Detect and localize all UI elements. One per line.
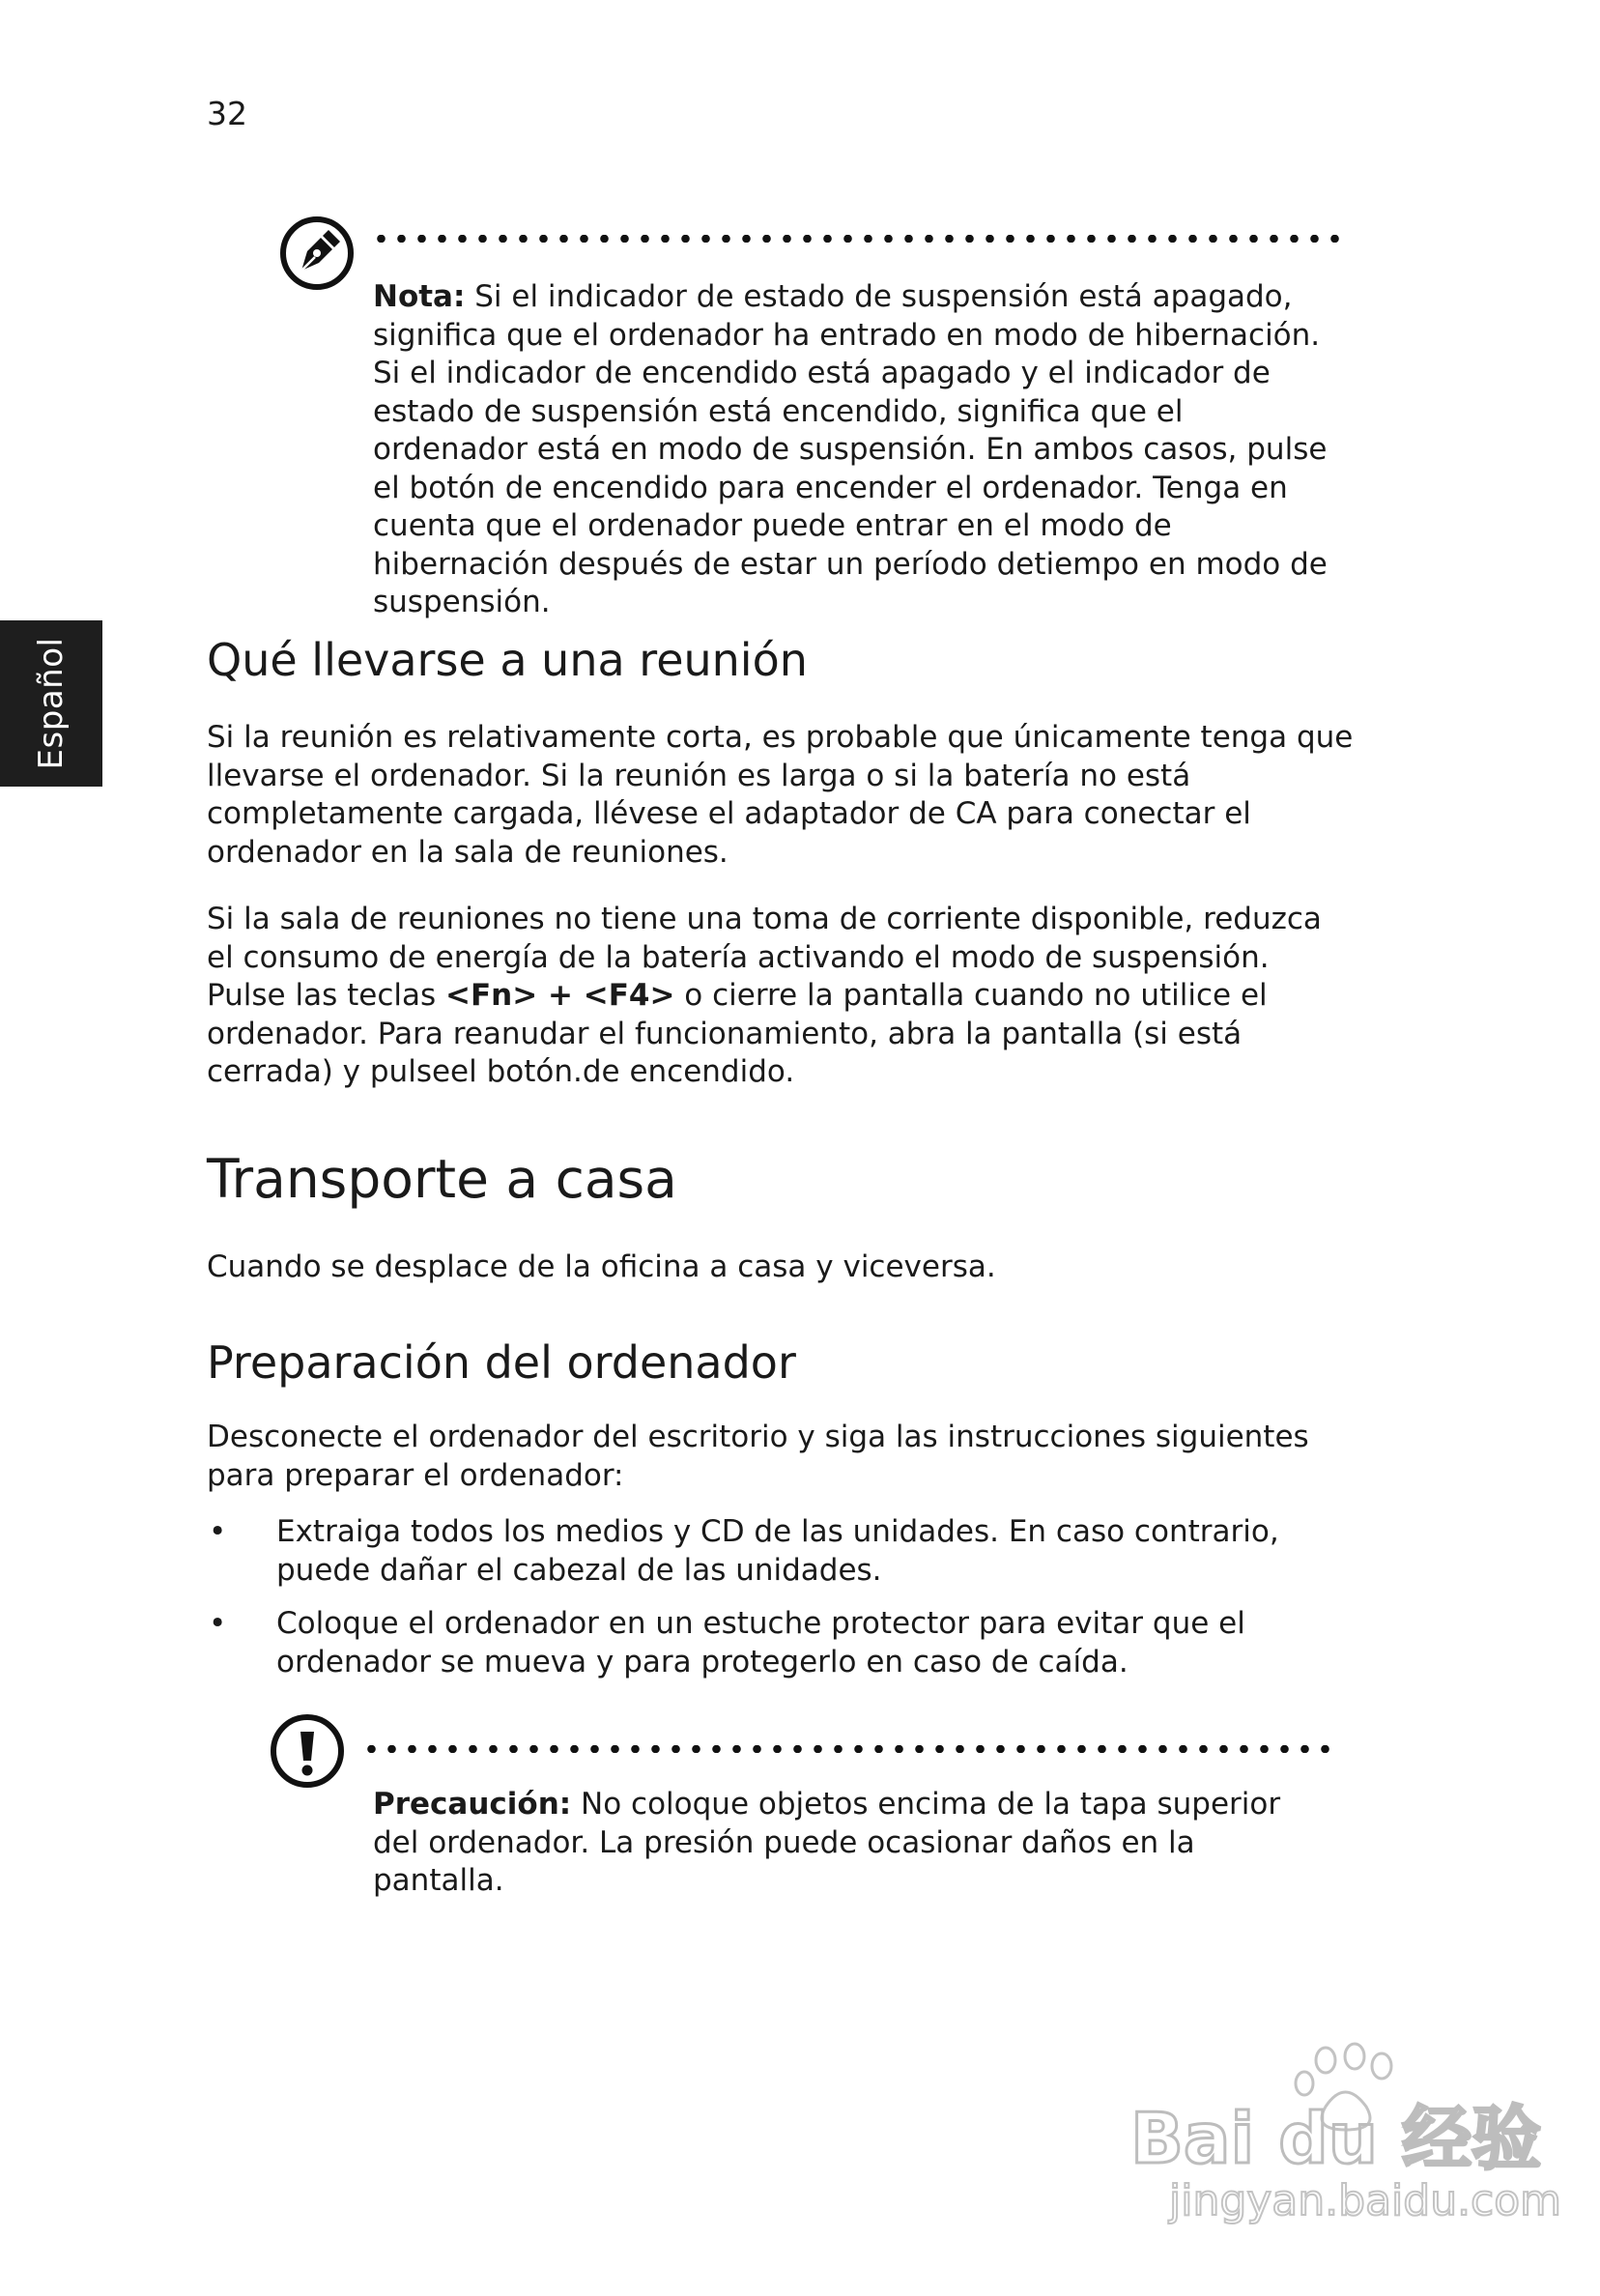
preparation-bullet-list xyxy=(207,1513,1357,1697)
caution-dotted-rule xyxy=(361,1745,1341,1753)
home-heading: Transporte a casa xyxy=(207,1148,677,1210)
watermark-url: jingyan.baidu.com xyxy=(1169,2176,1562,2225)
preparation-heading: Preparación del ordenador xyxy=(207,1336,796,1389)
page-number: 32 xyxy=(207,95,247,132)
watermark-brand: Bai du 经验 xyxy=(1130,2098,1542,2179)
caution-label: Precaución: xyxy=(373,1787,572,1822)
bullet-icon: • xyxy=(209,1606,227,1641)
list-item xyxy=(207,1605,1357,1681)
meeting-paragraph-2-end: o cierre la pantalla cuando no utilice el ordenador. Para reanudar el funcionamiento, abra la pantalla (si está cerrada) y pulseel botón.de encendido. xyxy=(207,978,1268,1089)
side-tab-label: Español xyxy=(32,637,71,770)
preparation-paragraph: Desconecte el ordenador del escritorio y siga las instrucciones siguientes para preparar el ordenador: xyxy=(207,1420,1309,1493)
bullet-icon: • xyxy=(209,1514,227,1549)
pen-nib-icon xyxy=(278,215,356,292)
language-side-tab xyxy=(0,620,102,787)
meeting-heading: Qué llevarse a una reunión xyxy=(207,634,808,686)
list-item-text: Coloque el ordenador en un estuche protector para evitar que el ordenador se mueva y para protegerlo en caso de caída. xyxy=(276,1606,1245,1679)
note-label: Nota: xyxy=(373,279,466,314)
list-item-text: Extraiga todos los medios y CD de las unidades. En caso contrario, puede dañar el cabezal de las unidades. xyxy=(276,1514,1279,1588)
baidu-watermark xyxy=(1111,2039,1562,2225)
key-combination: <Fn> + <F4> xyxy=(445,978,675,1013)
note-dotted-rule xyxy=(371,235,1347,243)
home-paragraph: Cuando se desplace de la oficina a casa y viceversa. xyxy=(207,1249,996,1284)
caution-text xyxy=(373,1786,1300,1901)
meeting-paragraph-2 xyxy=(207,901,1357,1092)
meeting-paragraph-2-start: Si la sala de reuniones no tiene una toma de corriente disponible, reduzca el consumo de energía de la batería activando el modo de suspensión. Pulse las teclas xyxy=(207,902,1322,1013)
caution-body: No coloque objetos encima de la tapa superior del ordenador. La presión puede ocasionar daños en la pantalla. xyxy=(373,1787,1281,1898)
exclamation-circle-icon xyxy=(269,1712,346,1790)
note-body: Si el indicador de estado de suspensión está apagado, significa que el ordenador ha entrado en modo de hibernación. Si el indicador de encendido está apagado y el indicador de estado de suspensión está encendido, significa que el ordenador está en modo de suspensión. En ambos casos, pulse el botón de encendido para encender el ordenador. Tenga en cuenta que el ordenador puede entrar en el modo de hibernación después de estar un período detiempo en modo de suspensión. xyxy=(373,279,1328,619)
meeting-paragraph-1: Si la reunión es relativamente corta, es probable que únicamente tenga que llevarse el ordenador. Si la reunión es larga o si la batería no está completamente cargada, llévese el adaptador de CA para conectar el ordenador en la sala de reuniones. xyxy=(207,720,1354,870)
note-text xyxy=(373,278,1339,622)
list-item xyxy=(207,1513,1357,1590)
